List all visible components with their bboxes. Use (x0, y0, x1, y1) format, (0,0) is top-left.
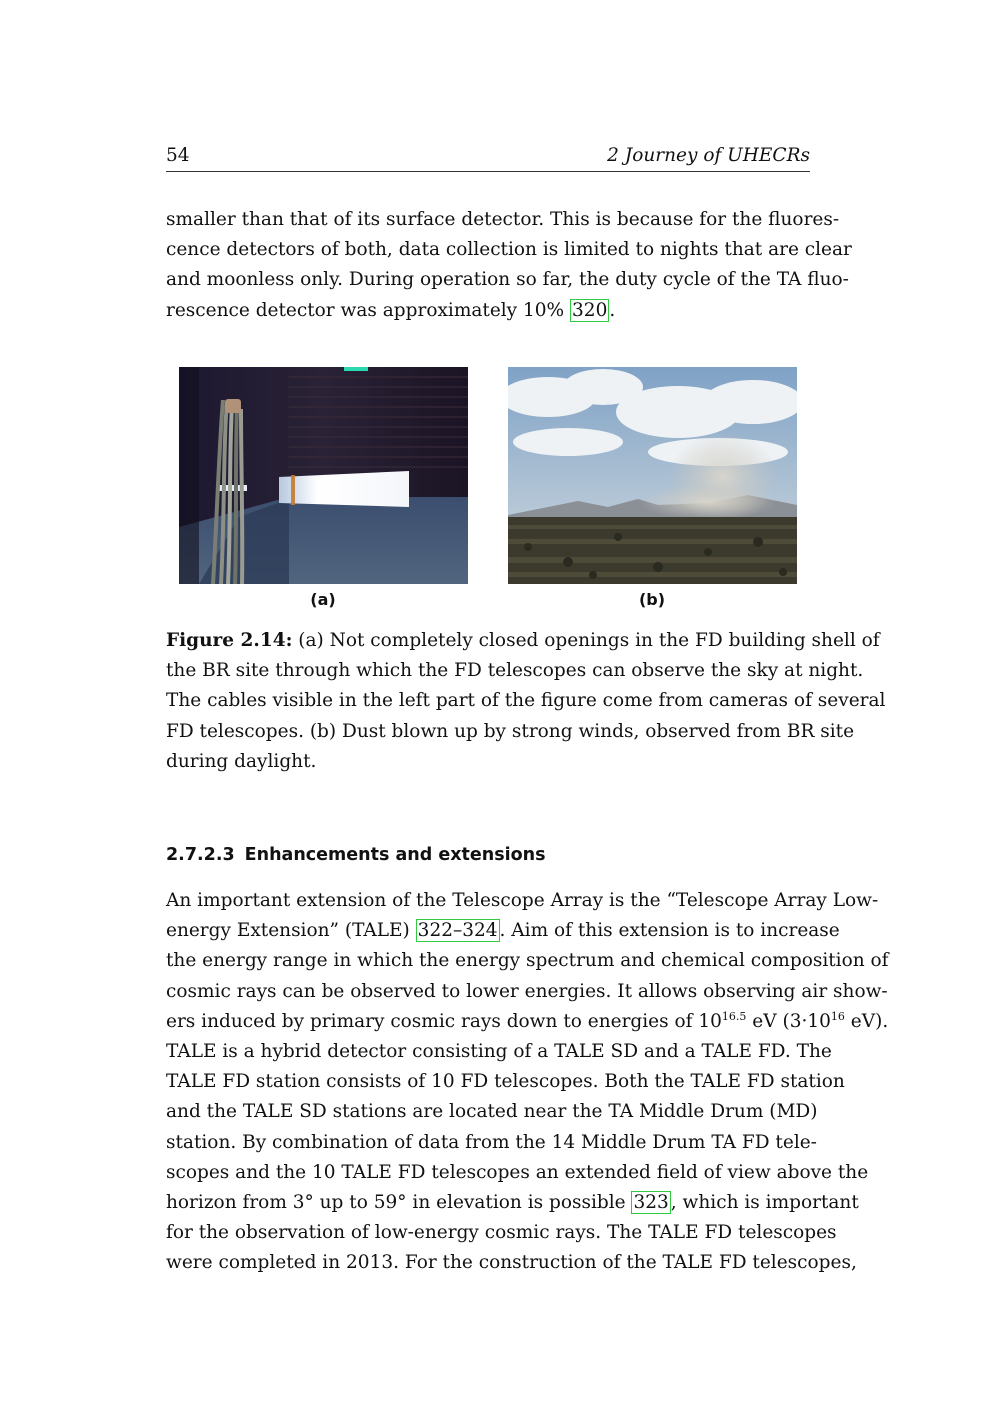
body-line-11-b: , which is important (670, 1192, 859, 1214)
caption-label: Figure 2.14: (166, 630, 293, 651)
intro-line-4-end: . (609, 299, 616, 321)
body-paragraph (166, 886, 889, 1279)
body-line-5-b: eV (3·10 (746, 1010, 831, 1032)
body-line-5-c: eV). (844, 1010, 889, 1032)
body-line-7: TALE FD station consists of 10 FD telescopes. Both the TALE FD station (166, 1071, 845, 1093)
fd-building-interior-image (179, 367, 468, 584)
exponent-2: 16 (830, 1009, 845, 1023)
exponent-1: 16.5 (721, 1009, 747, 1023)
body-line-13: were completed in 2013. For the construction of the TALE FD telescopes, (166, 1252, 857, 1274)
running-title: 2 Journey of UHECRs (607, 145, 810, 166)
body-line-2-a: energy Extension” (TALE) (166, 920, 416, 942)
body-line-1: An important extension of the Telescope Array is the “Telescope Array Low- (166, 890, 879, 911)
caption-line-2: the BR site through which the FD telescopes can observe the sky at night. (166, 660, 864, 682)
body-line-10: scopes and the 10 TALE FD telescopes an extended field of view above the (166, 1161, 869, 1183)
running-header (166, 143, 810, 172)
body-line-4: cosmic rays can be observed to lower energies. It allows observing air show- (166, 980, 888, 1002)
intro-line-1: smaller than that of its surface detector. This is because for the fluores- (166, 209, 840, 230)
caption-line-3: The cables visible in the left part of the figure come from cameras of several (166, 690, 886, 712)
photo-dust-blown (508, 367, 797, 584)
body-line-2 (166, 916, 840, 946)
body-line-11-a: horizon from 3° up to 59° in elevation is possible (166, 1192, 632, 1214)
section-title: Enhancements and extensions (244, 845, 546, 865)
subcaption-a: (a) (310, 590, 336, 609)
body-line-8: and the TALE SD stations are located near the TA Middle Drum (MD) (166, 1101, 818, 1123)
caption-line-1 (166, 626, 880, 656)
caption-line-5: during daylight. (166, 750, 317, 772)
section-heading (166, 845, 810, 865)
caption-line-4: FD telescopes. (b) Dust blown up by strong winds, observed from BR site (166, 720, 855, 742)
body-line-2-b: . Aim of this extension is to increase (499, 920, 840, 942)
intro-line-4-text: rescence detector was approximately 10% (166, 299, 571, 321)
intro-line-3: and moonless only. During operation so far, the duty cycle of the TA fluo- (166, 269, 849, 291)
dust-landscape-image (508, 367, 797, 584)
body-line-9: station. By combination of data from the 14 Middle Drum TA FD tele- (166, 1131, 817, 1153)
page-number: 54 (166, 145, 190, 166)
body-line-3: the energy range in which the energy spectrum and chemical composition of (166, 950, 889, 972)
body-line-11 (166, 1188, 859, 1218)
intro-paragraph (166, 205, 852, 326)
body-line-6: TALE is a hybrid detector consisting of a TALE SD and a TALE FD. The (166, 1041, 832, 1063)
caption-line-1-text: (a) Not completely closed openings in the FD building shell of (292, 630, 880, 651)
citation-link[interactable]: 320 (572, 299, 608, 321)
citation-link[interactable]: 323 (633, 1192, 669, 1214)
citation-link[interactable]: 322–324 (417, 920, 498, 942)
section-number: 2.7.2.3 (166, 845, 235, 865)
body-line-12: for the observation of low-energy cosmic rays. The TALE FD telescopes (166, 1222, 837, 1244)
body-line-5-a: ers induced by primary cosmic rays down to energies of 10 (166, 1010, 722, 1032)
subcaption-b: (b) (638, 590, 666, 609)
intro-line-4 (166, 296, 810, 326)
body-line-5 (166, 1007, 889, 1037)
photo-fd-building-openings (179, 367, 468, 584)
figure-caption (166, 626, 886, 777)
intro-line-2: cence detectors of both, data collection is limited to nights that are clear (166, 239, 852, 261)
